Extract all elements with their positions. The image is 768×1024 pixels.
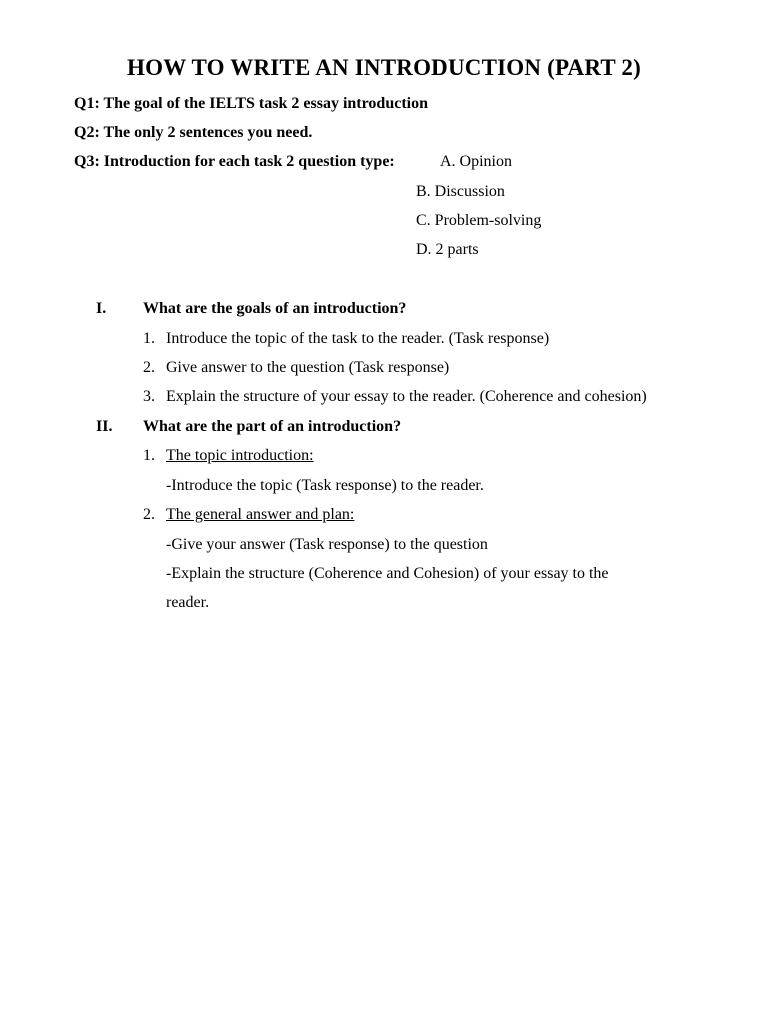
question-1: Q1: The goal of the IELTS task 2 essay introduction [74, 95, 428, 112]
question-3-label: Q3: Introduction for each task 2 question type: [74, 153, 395, 170]
section-1-item-text: Give answer to the question (Task response) [166, 359, 450, 376]
section-2-item-line: -Explain the structure (Coherence and Cohesion) of your essay to the [166, 565, 609, 582]
section-1-item-number: 1. [143, 330, 155, 347]
question-type-discussion: B. Discussion [416, 183, 505, 200]
section-2-heading: What are the part of an introduction? [143, 418, 402, 435]
section-2-item-line: -Give your answer (Task response) to the question [166, 536, 488, 553]
section-1-item-number: 3. [143, 388, 155, 405]
section-2-item-line: -Introduce the topic (Task response) to the reader. [166, 477, 484, 494]
document-title: HOW TO WRITE AN INTRODUCTION (PART 2) [127, 55, 641, 80]
section-1-heading: What are the goals of an introduction? [143, 300, 407, 317]
section-1-numeral: I. [96, 300, 107, 317]
section-2-item-number: 2. [143, 506, 155, 523]
section-2-item-heading: The general answer and plan: [166, 506, 355, 523]
question-type-two-parts: D. 2 parts [416, 241, 479, 258]
section-2-item-line: reader. [166, 594, 210, 611]
section-1-item-number: 2. [143, 359, 155, 376]
section-1-item-text: Explain the structure of your essay to the reader. (Coherence and cohesion) [166, 388, 647, 405]
question-2: Q2: The only 2 sentences you need. [74, 124, 313, 141]
question-type-problem-solving: C. Problem-solving [416, 212, 542, 229]
section-2-numeral: II. [96, 418, 113, 435]
section-2-item-number: 1. [143, 447, 155, 464]
question-type-opinion: A. Opinion [440, 153, 512, 170]
section-1-item-text: Introduce the topic of the task to the reader. (Task response) [166, 330, 550, 347]
section-2-item-heading: The topic introduction: [166, 447, 314, 464]
